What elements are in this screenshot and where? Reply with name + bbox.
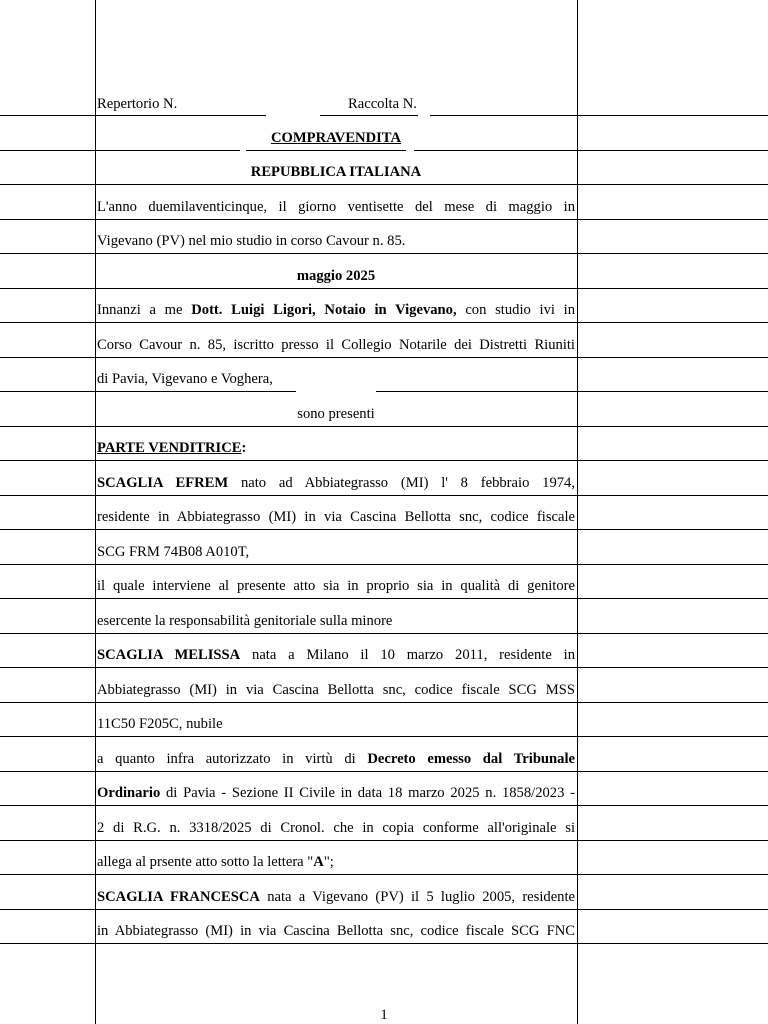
party3-line-2: in Abbiategrasso (MI) in via Cascina Bellotta snc, codice fiscale SCG FNC [97,923,575,939]
intro-line-1: L'anno duemilaventicinque, il giorno ventisette del mese di maggio in [97,199,575,215]
party2-line-1-rest: nata a Milano il 10 marzo 2011, residente in [240,647,575,663]
party3-line-1-rest: nata a Vigevano (PV) il 5 luglio 2005, residente [259,889,575,905]
document-subtitle [97,163,575,181]
title-text: COMPRAVENDITA [271,130,401,146]
authorization-line-4-prefix: allega al prsente atto sotto la lettera " [97,854,314,870]
party1-name: SCAGLIA EFREM [97,475,229,491]
party1-line-1 [97,474,575,492]
party3-name: SCAGLIA FRANCESCA [97,889,260,905]
party-heading-colon: : [241,440,247,456]
party1-line-3: SCG FRM 74B08 A010T, [97,544,250,560]
authorization-line-2-rest: di Pavia - Sezione II Civile in data 18 marzo 2025 n. 1858/2023 - [160,785,575,801]
party1-line-2: residente in Abbiategrasso (MI) in via Cascina Bellotta snc, codice fiscale [97,509,575,525]
date-text: maggio 2025 [296,268,376,284]
party1-line-5: esercente la responsabilità genitoriale sulla minore [97,613,393,629]
raccolta-label: Raccolta N. [348,96,417,112]
party2-line-1 [97,646,575,664]
notary-line-2: Corso Cavour n. 85, iscritto presso il Collegio Notarile dei Distretti Riuniti [97,337,575,353]
notary-suffix: con studio ivi in [456,302,576,318]
authorization-line-4-suffix: "; [323,854,334,870]
right-margin-rule [577,0,578,1024]
authorization-line-2-bold: Ordinario [97,785,161,801]
notary-prefix: Innanzi a me [97,302,192,318]
notary-name: Dott. Luigi Ligori, Notaio in Vigevano, [191,302,457,318]
date-line [97,267,575,285]
intro-line-2: Vigevano (PV) nel mio studio in corso Cavour n. 85. [97,233,406,249]
party-heading-text: PARTE VENDITRICE [97,440,242,456]
subtitle-text: REPUBBLICA ITALIANA [250,164,422,180]
party3-line-1 [97,888,575,906]
document-title [97,129,575,147]
notary-line-3: di Pavia, Vigevano e Voghera, [97,371,273,387]
party2-line-2: Abbiategrasso (MI) in via Cascina Bellotta snc, codice fiscale SCG MSS [97,682,575,698]
authorization-line-3: 2 di R.G. n. 3318/2025 di Cronol. che in copia conforme all'originale si [97,820,575,836]
authorization-line-4 [97,853,575,871]
left-margin-rule [95,0,96,1024]
party1-line-4: il quale interviene al presente atto sia in proprio sia in qualità di genitore [97,578,575,594]
attachment-letter: A [313,854,324,870]
party1-line-1-rest: nato ad Abbiategrasso (MI) l' 8 febbraio 1974, [228,475,575,491]
authorization-line-1-bold: Decreto emesso dal Tribunale [367,751,575,767]
party2-name: SCAGLIA MELISSA [97,647,241,663]
party-heading [97,439,575,457]
repertorio-label: Repertorio N. [97,96,178,112]
page-number: 1 [380,1007,388,1023]
authorization-line-2 [97,784,575,802]
authorization-line-1 [97,750,575,768]
authorization-line-1-prefix: a quanto infra autorizzato in virtù di [97,751,368,767]
party2-line-3: 11C50 F205C, nubile [97,716,223,732]
notary-line-1 [97,301,575,319]
presence-line: sono presenti [297,406,375,422]
